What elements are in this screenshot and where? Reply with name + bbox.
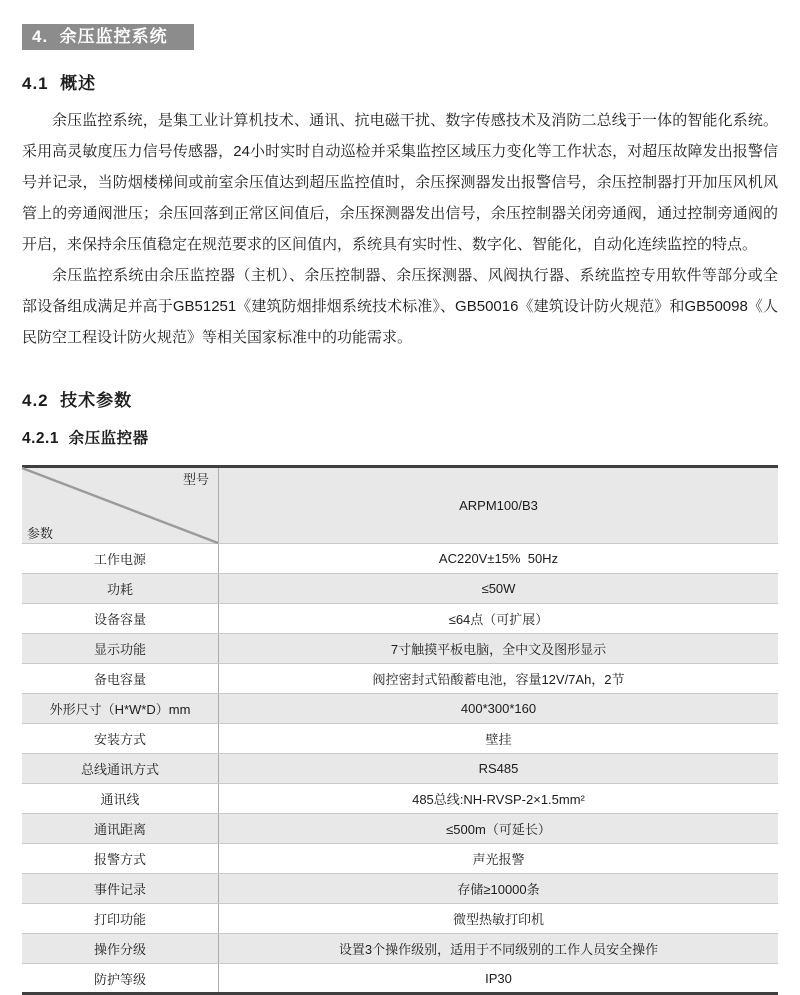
param-value-cell: AC220V±15% 50Hz bbox=[219, 544, 779, 574]
param-name-cell: 显示功能 bbox=[22, 634, 219, 664]
param-name-cell: 通讯线 bbox=[22, 784, 219, 814]
overview-paragraph-2: 余压监控系统由余压监控器（主机）、余压控制器、余压探测器、风阀执行器、系统监控专用软件等部分或全部设备组成满足并高于GB51251《建筑防烟排烟系统技术标准》、GB50016《建筑设计防火规范》和GB50098《人民防空工程设计防火规范》等相关国家标准中的功能需求。 bbox=[22, 267, 778, 346]
param-name-cell: 安装方式 bbox=[22, 724, 219, 754]
param-value-cell: 400*300*160 bbox=[219, 694, 779, 724]
overview-heading: 4.1 概述 bbox=[22, 74, 97, 93]
monitor-subsection-heading: 4.2.1 余压监控器 bbox=[22, 430, 149, 447]
param-value-cell: 声光报警 bbox=[219, 844, 779, 874]
param-value-cell: 阀控密封式铅酸蓄电池，容量12V/7Ah，2节 bbox=[219, 664, 779, 694]
table-row bbox=[22, 634, 778, 664]
param-name-cell: 外形尺寸（H*W*D）mm bbox=[22, 694, 219, 724]
param-value-cell: RS485 bbox=[219, 754, 779, 784]
table-row bbox=[22, 844, 778, 874]
param-name-cell: 事件记录 bbox=[22, 874, 219, 904]
param-name-cell: 操作分级 bbox=[22, 934, 219, 964]
table-row bbox=[22, 934, 778, 964]
spec-table-body bbox=[22, 467, 778, 994]
param-name-cell: 工作电源 bbox=[22, 544, 219, 574]
param-value-cell: 7寸触摸平板电脑，全中文及图形显示 bbox=[219, 634, 779, 664]
param-name-cell: 总线通讯方式 bbox=[22, 754, 219, 784]
param-name-cell: 通讯距离 bbox=[22, 814, 219, 844]
param-value-cell: 微型热敏打印机 bbox=[219, 904, 779, 934]
table-row bbox=[22, 574, 778, 604]
spec-table bbox=[22, 465, 778, 995]
model-value: ARPM100/B3 bbox=[219, 467, 779, 544]
table-row bbox=[22, 544, 778, 574]
table-row bbox=[22, 664, 778, 694]
table-row bbox=[22, 754, 778, 784]
table-header-row bbox=[22, 467, 778, 544]
table-row bbox=[22, 874, 778, 904]
param-value-cell: 485总线:NH-RVSP-2×1.5mm² bbox=[219, 784, 779, 814]
overview-paragraph-1: 余压监控系统，是集工业计算机技术、通讯、抗电磁干扰、数字传感技术及消防二总线于一体的智能化系统。采用高灵敏度压力信号传感器，24小时实时自动巡检并采集监控区域压力变化等工作状态，对超压故障发出报警信号并记录，当防烟楼梯间或前室余压值达到超压监控值时，余压探测器发出报警信号，余压控制器打开加压风机风管上的旁通阀泄压；余压回落到正常区间值后，余压探测器发出信号，余压控制器关闭旁通阀，通过控制旁通阀的开启，来保持余压值稳定在规范要求的区间值内，系统具有实时性、数字化、智能化，自动化连续监控的特点。 bbox=[22, 112, 778, 253]
table-row bbox=[22, 904, 778, 934]
param-name-cell: 设备容量 bbox=[22, 604, 219, 634]
param-value-cell: 存储≥10000条 bbox=[219, 874, 779, 904]
table-row bbox=[22, 694, 778, 724]
section-title-bar: 4. 余压监控系统 bbox=[22, 24, 194, 50]
param-value-cell: ≤50W bbox=[219, 574, 779, 604]
param-value-cell: ≤500m（可延长） bbox=[219, 814, 779, 844]
param-name-cell: 防护等级 bbox=[22, 964, 219, 994]
table-row bbox=[22, 964, 778, 994]
param-value-cell: 设置3个操作级别，适用于不同级别的工作人员安全操作 bbox=[219, 934, 779, 964]
table-row bbox=[22, 784, 778, 814]
param-name-cell: 备电容量 bbox=[22, 664, 219, 694]
table-row bbox=[22, 814, 778, 844]
param-value-cell: IP30 bbox=[485, 970, 512, 986]
param-name-cell: 打印功能 bbox=[22, 904, 219, 934]
param-name-cell: 报警方式 bbox=[22, 844, 219, 874]
corner-label-model: 型号 bbox=[182, 472, 209, 487]
param-name-cell: 功耗 bbox=[22, 574, 219, 604]
param-value-cell: 壁挂 bbox=[219, 724, 779, 754]
table-row bbox=[22, 604, 778, 634]
diagonal-corner-cell bbox=[22, 467, 219, 544]
param-value-cell: ≤64点（可扩展） bbox=[219, 604, 779, 634]
tech-params-heading: 4.2 技术参数 bbox=[22, 391, 133, 410]
table-row bbox=[22, 724, 778, 754]
corner-label-param: 参数 bbox=[27, 526, 54, 541]
